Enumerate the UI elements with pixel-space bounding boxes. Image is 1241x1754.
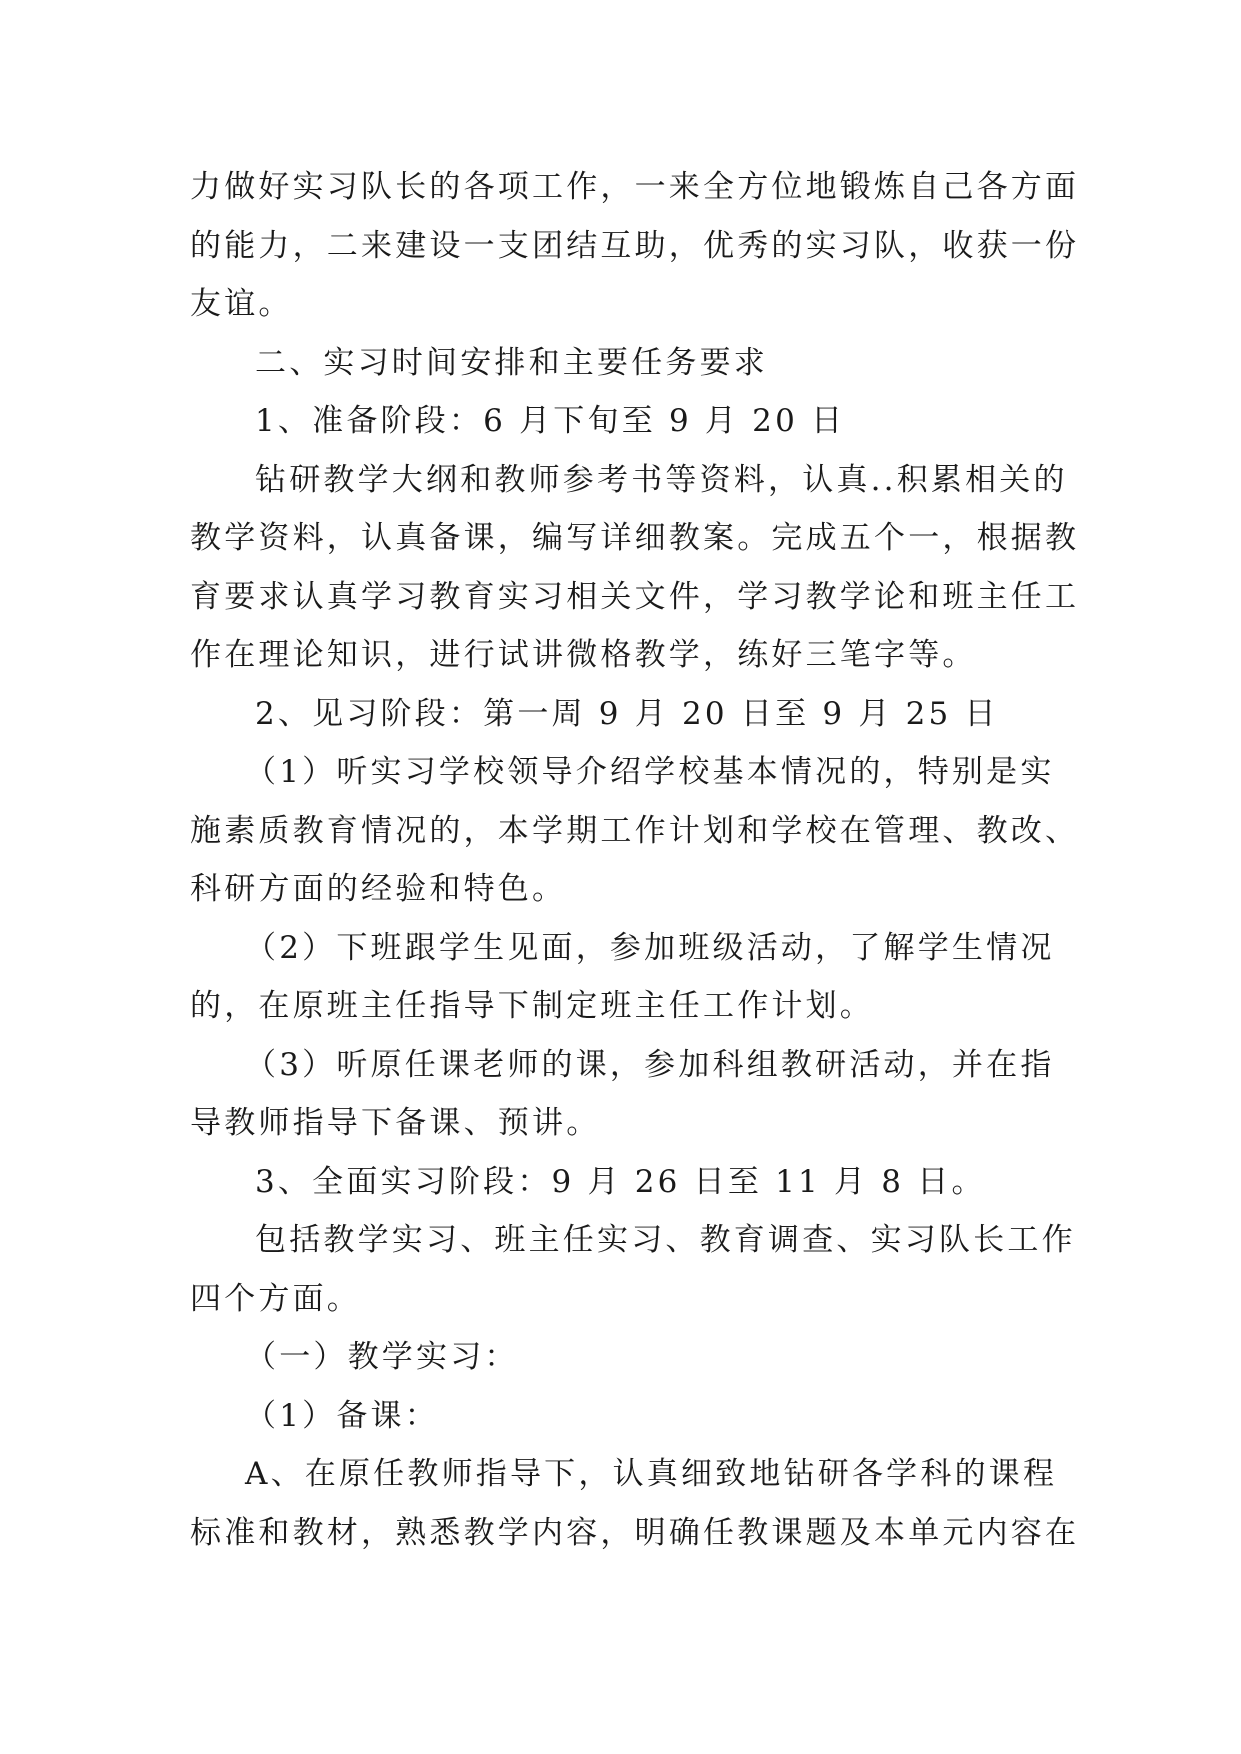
paragraph-line: 友谊。 <box>190 286 293 322</box>
paragraph-line: 钻研教学大纲和教师参考书等资料，认真..积累相关的 <box>255 461 1068 498</box>
paragraph-line: 科研方面的经验和特色。 <box>190 871 567 907</box>
paragraph-line: 育要求认真学习教育实习相关文件，学习教学论和班主任工 <box>190 578 1080 615</box>
paragraph-line: （3）听原任课老师的课，参加科组教研活动，并在指 <box>245 1046 1055 1083</box>
subsection-heading: （1）备课： <box>245 1397 439 1434</box>
subsection-heading: 1、准备阶段：6 月下旬至 9 月 20 日 <box>255 403 846 439</box>
paragraph-line: 四个方面。 <box>190 1280 361 1317</box>
document-body <box>190 158 1080 1562</box>
paragraph-line: 导教师指导下备课、预讲。 <box>190 1105 601 1141</box>
section-heading: 二、实习时间安排和主要任务要求 <box>255 344 768 381</box>
paragraph-line: 力做好实习队长的各项工作，一来全方位地锻炼自己各方面 <box>190 169 1080 205</box>
paragraph-line: 标准和教材，熟悉教学内容，明确任教课题及本单元内容在 <box>190 1514 1080 1551</box>
paragraph-line: 教学资料，认真备课，编写详细教案。完成五个一，根据教 <box>190 520 1080 556</box>
paragraph-line: （2）下班跟学生见面，参加班级活动，了解学生情况 <box>245 929 1055 966</box>
paragraph-line: A、在原任教师指导下，认真细致地钻研各学科的课程 <box>245 1456 1058 1492</box>
subsection-heading: （一）教学实习： <box>245 1339 519 1375</box>
subsection-heading: 2、见习阶段：第一周 9 月 20 日至 9 月 25 日 <box>255 695 999 732</box>
paragraph-line: 作在理论知识，进行试讲微格教学，练好三笔字等。 <box>190 637 977 673</box>
paragraph-line: （1）听实习学校领导介绍学校基本情况的，特别是实 <box>245 754 1055 790</box>
paragraph-line: 的，在原班主任指导下制定班主任工作计划。 <box>190 988 874 1024</box>
paragraph-line: 包括教学实习、班主任实习、教育调查、实习队长工作 <box>255 1222 1076 1258</box>
paragraph-line: 施素质教育情况的，本学期工作计划和学校在管理、教改、 <box>190 812 1080 849</box>
subsection-heading: 3、全面实习阶段：9 月 26 日至 11 月 8 日。 <box>255 1163 986 1200</box>
paragraph-line: 的能力，二来建设一支团结互助，优秀的实习队，收获一份 <box>190 227 1080 264</box>
